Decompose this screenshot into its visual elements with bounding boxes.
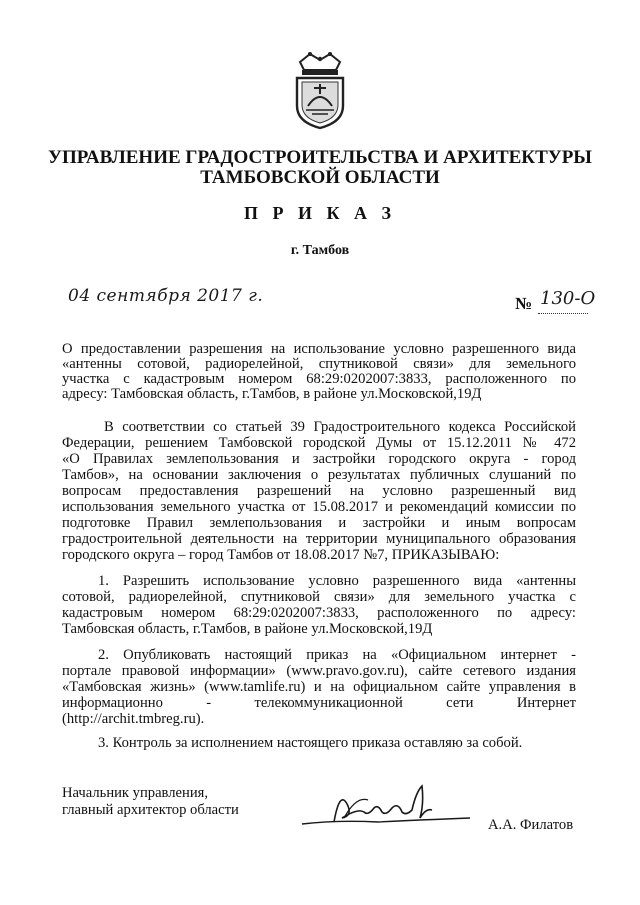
handwritten-signature <box>298 778 488 838</box>
body-line-7: подготовке Правил землепользования и застройки и иным вопросам <box>62 515 576 531</box>
item-1-line-2: сотовой, радиорелейной, спутниковой связи» для земельного участка с <box>62 589 576 605</box>
body-line-4: Тамбов», на основании заключения о результатах публичных слушаний по <box>62 467 576 483</box>
signatory-position-line2: главный архитектор области <box>62 802 239 818</box>
order-number-label: № <box>515 294 533 313</box>
item-1-line-1: 1. Разрешить использование условно разрешенного вида «антенны <box>98 573 576 589</box>
item-2-line-2: портале правовой информации» (www.pravo.gov.ru), сайте сетевого издания <box>62 663 576 679</box>
item-2-line-5: (http://archit.tmbreg.ru). <box>62 711 205 727</box>
city-line: г. Тамбов <box>290 243 350 258</box>
item-2-line-1: 2. Опубликовать настоящий приказ на «Официальном интернет - <box>98 647 576 663</box>
body-line-3: «О Правилах землепользования и застройки городского округа - город <box>62 451 576 467</box>
item-1-line-3: кадастровым номером 68:29:0202007:3833, расположенного по адресу: <box>62 605 576 621</box>
body-line-5: вопросам предоставления разрешений на условно разрешенный вид <box>62 483 576 499</box>
subject-line-4: адресу: Тамбовская область, г.Тамбов, в районе ул.Московской,19Д <box>62 386 482 402</box>
subject-line-1: О предоставлении разрешения на использование условно разрешенного вида <box>62 341 576 357</box>
handwritten-date: 04 сентября 2017 г. <box>68 286 264 306</box>
body-line-8: градостроительной деятельности на территории муниципального образования <box>62 531 576 547</box>
document-type-title: П Р И К А З <box>243 203 397 223</box>
item-3-line-1: 3. Контроль за исполнением настоящего приказа оставляю за собой. <box>98 735 523 751</box>
order-number-value: 130-О <box>540 288 596 309</box>
body-line-6: использования земельного участка от 15.08.2017 и рекомендаций комиссии по <box>62 499 576 515</box>
item-2-line-3: «Тамбовская жизнь» (www.tamlife.ru) и на официальном сайте управления в <box>62 679 576 695</box>
coat-of-arms-emblem <box>290 48 350 130</box>
organization-name-line1: УПРАВЛЕНИЕ ГРАДОСТРОИТЕЛЬСТВА И АРХИТЕКТУРЫ <box>48 147 592 168</box>
organization-name-line2: ТАМБОВСКОЙ ОБЛАСТИ <box>200 167 440 188</box>
subject-line-3: участка с кадастровым номером 68:29:0202007:3833, расположенного по <box>62 371 576 387</box>
signatory-name: А.А. Филатов <box>488 817 574 833</box>
order-number-underline <box>538 313 588 314</box>
body-line-1: В соответствии со статьей 39 Градостроительного кодекса Российской <box>104 419 576 435</box>
item-2-line-4: информационно - телекоммуникационной сети Интернет <box>62 695 576 711</box>
body-line-2: Федерации, решением Тамбовской городской Думы от 15.12.2011 № 472 <box>62 435 576 451</box>
subject-line-2: «антенны сотовой, радиорелейной, спутниковой связи» для земельного <box>62 356 576 372</box>
signatory-position-line1: Начальник управления, <box>62 785 208 801</box>
body-line-9: городского округа – город Тамбов от 18.08.2017 №7, ПРИКАЗЫВАЮ: <box>62 547 500 563</box>
item-1-line-4: Тамбовская область, г.Тамбов, в районе ул.Московской,19Д <box>62 621 433 637</box>
